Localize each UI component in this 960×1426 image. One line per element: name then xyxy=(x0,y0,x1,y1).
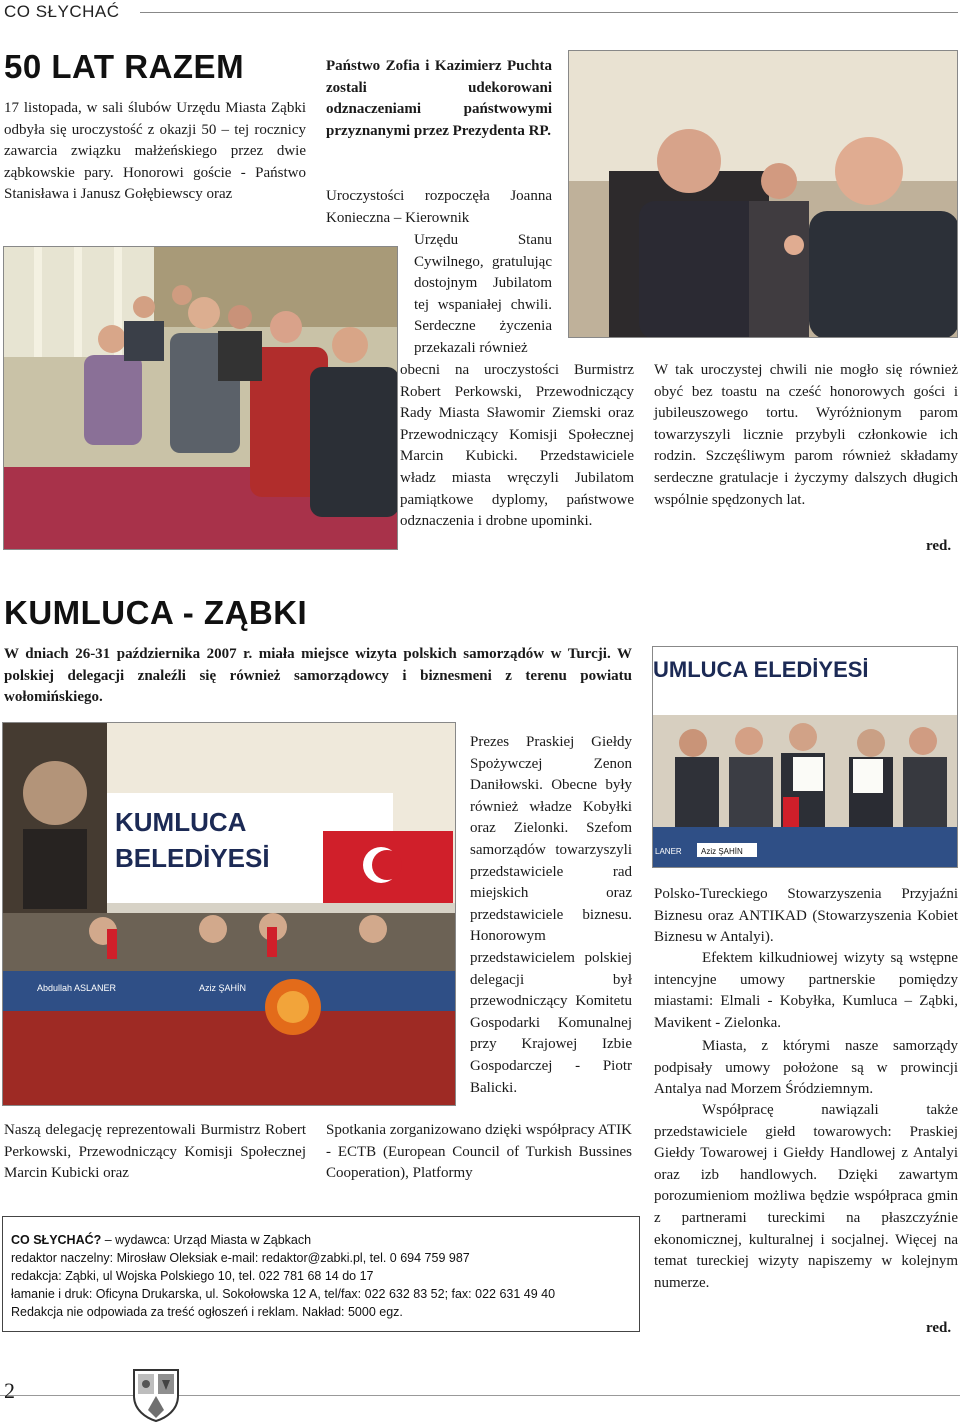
article2-col2-bottom: Spotkania zorganizowano dzięki współpracy ATIK - ECTB (European Council of Turkish Bussines Cooperation), Platformy xyxy=(326,1122,632,1182)
masthead-box xyxy=(2,1216,640,1332)
article1-body-c: obecni na uroczystości Burmistrz Robert Perkowski, Przewodniczący Rady Miasta Sławomir Ziemski oraz Przewodniczący Komisji Społecznej Marcin Kubicki. Przedstawiciele władz miasta wręczyli Jubilatom pamiątkowe dyplomy, państwowe odznaczenia i drobne upominki. xyxy=(400,362,634,530)
article1-intro: 17 listopada, w sali ślubów Urzędu Miasta Ząbki odbyła się uroczystość z okazji 50 – tej rocznicy zawarcia związku małżeńskiego przez dwie ząbkowskie pary. Honorowi goście - Państwo Stanisława i Janusz Gołębiewscy oraz xyxy=(4,100,306,203)
masthead-title: CO SŁYCHAĆ? xyxy=(11,1233,102,1247)
nameplate-aslaner: Abdullah ASLANER xyxy=(37,983,117,993)
article1-body-b: Urzędu Stanu Cywilnego, gratulując dostojnym Jubilatom tej wspaniałej chwili. Serdeczne życzenia przekazali również xyxy=(414,232,552,356)
city-crest-icon xyxy=(130,1366,182,1422)
photo-signing-agreement-image xyxy=(653,647,958,868)
article2-title: KUMLUCA - ZĄBKI xyxy=(4,594,308,631)
nameplate-sahin: Aziz ŞAHİN xyxy=(199,983,247,993)
article2-signature: red. xyxy=(926,1320,952,1336)
article2-col2-top: Prezes Praskiej Giełdy Spożywczej Zenon Daniłowski. Obecne były również władze Kobyłki oraz Zielonki. Szefom samorządów towarzyszyli przedstawiciele rad miejskich oraz przedstawiciele biznesu. Honorowym przedstawicielem polskiej delegacji był przewodniczący Komitetu Gospodarki Komunalnej przy Krajowej Izbie Gospodarczej - Piotr Balicki. xyxy=(470,734,632,1096)
top-divider xyxy=(140,12,958,13)
banner-belediyesi: BELEDİYESİ xyxy=(115,843,270,873)
nameplate-laner: LANER xyxy=(655,847,682,856)
photo-medal-ceremony xyxy=(568,50,958,338)
masthead-printing: łamanie i druk: Oficyna Drukarska, ul. Sokołowska 12 A, tel/fax: 022 632 83 52; fax: 022 631 49 40 xyxy=(11,1287,556,1301)
banner-kumluca: KUMLUCA xyxy=(115,807,247,837)
masthead-disclaimer: Redakcja nie odpowiada za treść ogłoszeń i reklam. Nakład: 5000 egz. xyxy=(11,1305,403,1319)
masthead-address: redakcja: Ząbki, ul Wojska Polskiego 10, tel. 022 781 68 14 do 17 xyxy=(11,1269,374,1283)
nameplate-sahin-right: Aziz ŞAHİN xyxy=(701,847,743,856)
article2-col1: Naszą delegację reprezentowali Burmistrz Robert Perkowski, Przewodniczący Komisji Społecznej Marcin Kubicki oraz xyxy=(4,1122,306,1182)
article2-col3-p4: Współpracę nawiązali także przedstawiciele giełd towarowych: Praskiej Giełdy Towarowej i Giełdy Handlowej z Antalyi oraz izb handlowych. Dzięki zawartym porozumieniom możliwa będzie współpraca gmin z partnerami tureckimi na płaszczyźnie ekonomicznej, kulturalnej i socjalnej. Więcej na temat tureckiej wizyty napiszemy w kolejnym numerze. xyxy=(654,1102,958,1291)
masthead-editor: redaktor naczelny: Mirosław Oleksiak e-mail: redaktor@zabki.pl, tel. 0 694 759 987 xyxy=(11,1251,470,1265)
page-number: 2 xyxy=(4,1378,15,1403)
photo-jubilee-couples xyxy=(3,246,398,550)
photo-kumluca-meeting xyxy=(2,722,456,1106)
article2-lead: W dniach 26-31 października 2007 r. miała miejsce wizyta polskich samorządów w Turcji. W polskiej delegacji znaleźli się również samorządowcy i biznesmeni z terenu powiatu wołomińskiego. xyxy=(4,646,632,706)
city-crest-svg xyxy=(130,1366,182,1422)
masthead-publisher: – wydawca: Urząd Miasta w Ząbkach xyxy=(101,1233,312,1247)
masthead-line1 xyxy=(11,1231,631,1249)
photo-jubilee-couples-image xyxy=(4,247,398,550)
section-label: CO SŁYCHAĆ xyxy=(4,2,120,21)
photo-kumluca-meeting-image xyxy=(3,723,456,1106)
article1-signature: red. xyxy=(926,538,952,554)
article2-col3-p2: Efektem kilkudniowej wizyty są wstępne intencyjne umowy partnerskie pomiędzy miastami: Elmali - Kobyłka, Kumluca – Ząbki, Mavikent - Zielonka. xyxy=(654,950,958,1031)
article2-col3-p1: Polsko-Tureckiego Stowarzyszenia Przyjaźni Biznesu oraz ANTIKAD (Stowarzyszenia Kobiet Biznesu w Antalyi). xyxy=(654,886,958,946)
banner-right: UMLUCA ELEDİYESİ xyxy=(653,657,869,682)
article2-col3-p3: Miasta, z którymi nasze samorządy podpisały umowy położone są w prowincji Antalya nad Morzem Śródziemnym. xyxy=(654,1038,958,1098)
article1-lead: Państwo Zofia i Kazimierz Puchta zostali udekorowani odznaczeniami państwowymi przyznanymi przez Prezydenta RP. xyxy=(326,58,552,139)
photo-signing-agreement xyxy=(652,646,958,868)
article1-body-a: Uroczystości rozpoczęła Joanna Konieczna – Kierownik xyxy=(326,188,552,226)
photo-medal-ceremony-image xyxy=(569,51,958,338)
article1-closing: W tak uroczystej chwili nie mogło się również obyć bez toastu na cześć honorowych gości i jubileuszowego tortu. Wyróżnionym parom towarzyszyli licznie przybyli członkowie ich rodzin. Szczęśliwym parom również składamy serdeczne gratulacje i życzymy dalszych długich wspólnie spędzonych lat. xyxy=(654,362,958,508)
article1-title: 50 LAT RAZEM xyxy=(4,48,245,85)
